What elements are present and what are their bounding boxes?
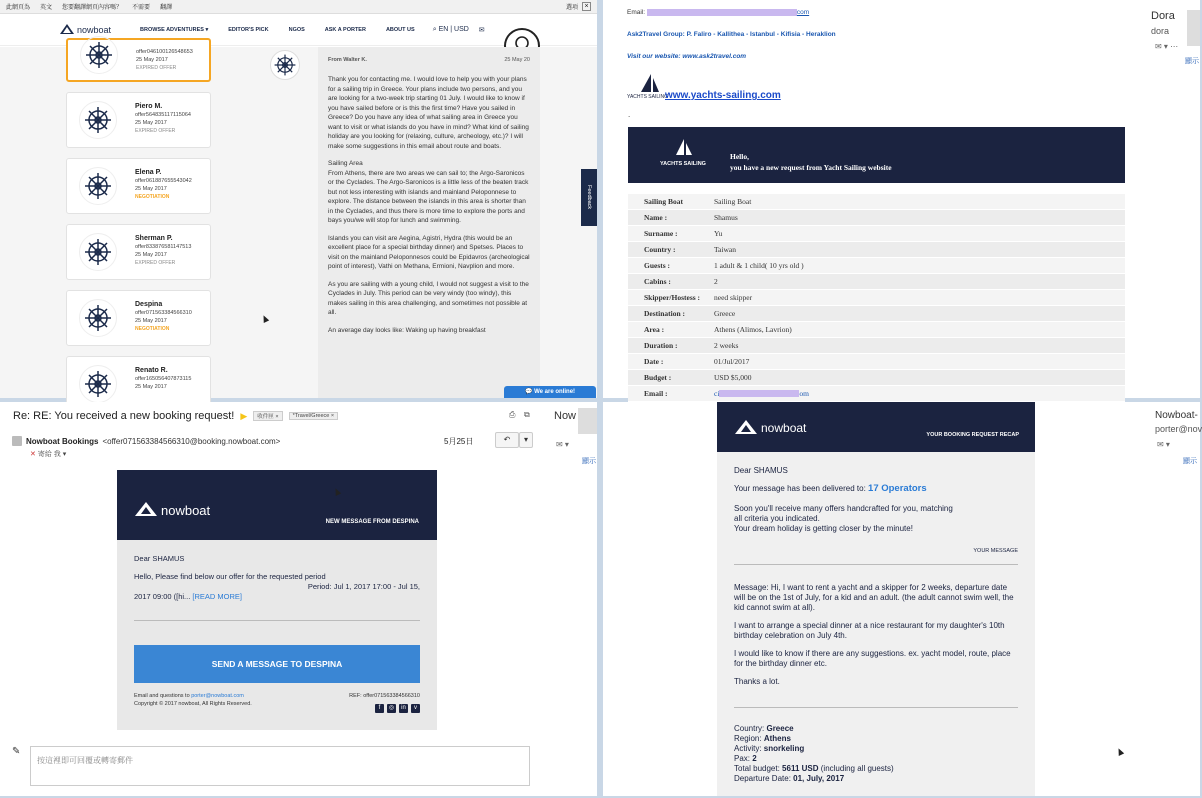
label-inbox-text: 收件匣 — [257, 414, 274, 420]
dot: . — [628, 110, 631, 119]
row-key: Sailing Boat — [644, 197, 683, 206]
translate-options-button[interactable]: 選項 — [565, 5, 578, 11]
table-row — [628, 242, 1125, 258]
offer-name: Despina — [135, 301, 163, 308]
chevron-down-icon: ▾ — [523, 435, 528, 444]
detail-value: Athens — [763, 734, 791, 743]
table-row — [628, 322, 1125, 338]
offer-name: Elena P. — [135, 169, 162, 176]
offer-date: 25 May 2017 — [135, 186, 167, 192]
translate-button[interactable]: 翻譯 — [160, 5, 173, 11]
operators-count: 17 Operators — [868, 483, 927, 494]
nowboat-logo-text: nowboat — [761, 421, 807, 435]
footer-text: Email and questions to — [134, 693, 190, 699]
recap-detail-row — [734, 754, 1018, 764]
detail-key: Country: — [734, 724, 765, 733]
nowboat-logo — [135, 502, 210, 518]
nav-browse-adventures[interactable]: BROWSE ADVENTURES ▾ — [140, 26, 209, 33]
offer-id: offer061887655543042 — [135, 178, 192, 184]
sender-avatar — [12, 436, 22, 446]
detail-key: Activity: — [734, 744, 762, 753]
feedback-tab[interactable] — [581, 169, 597, 226]
group-line: Ask2Travel Group: P. Faliro - Kallithea - Istanbul - Kifisia - Heraklion — [627, 31, 836, 38]
translate-bar — [0, 0, 597, 14]
label-inbox[interactable]: 收件匣 × — [253, 411, 282, 421]
redacted-email — [719, 390, 799, 397]
offer-name: Piero M. — [135, 103, 163, 110]
search-icon[interactable]: ⌕ — [432, 25, 437, 33]
reply-box[interactable]: 按這裡即可回覆或轉寄郵件 — [30, 746, 530, 786]
recap-title: YOUR BOOKING REQUEST RECAP — [926, 432, 1019, 438]
footer-copyright: Copyright © 2017 nowboat, All Rights Reserved. — [134, 701, 252, 707]
helm-wheel-icon — [79, 101, 117, 139]
message-panel — [318, 47, 540, 398]
gmail-nowboat-message-window — [0, 402, 597, 796]
message-paragraph: Islands you can visit are Aegina, Agistri, Hydra (this would be an excellent place for a special birthday dinner) and Spetses. Places to visit on the mainland Peloponnesos could be Epidavros (archeological point of interest), Vathi on Methana, Ermioni, Navplion and more. — [328, 234, 530, 270]
contact-email: porter@nov — [1155, 424, 1202, 434]
footer-ref: REF: offer071563384566310 — [349, 693, 420, 699]
detail-key: Total budget: — [734, 764, 780, 773]
row-key: Email : — [644, 389, 668, 398]
offer-card[interactable] — [66, 290, 211, 346]
message-paragraph: As you are sailing with a young child, I would not suggest a visit to the Cyclades in July. This period can be very windy (too windy), this makes sailing in this area challenging, and sometimes not possible at all. — [328, 280, 529, 316]
more-icon[interactable]: ⋯ — [1170, 42, 1179, 51]
table-row — [628, 226, 1125, 242]
not-important-icon: ✕ — [30, 451, 36, 458]
table-row — [628, 274, 1125, 290]
show-link[interactable]: 顯示 — [1183, 458, 1197, 465]
read-more-link[interactable]: [READ MORE] — [192, 592, 242, 601]
request-banner — [628, 127, 1125, 183]
mouse-cursor-icon — [1116, 747, 1124, 756]
nav-ask-a-porter[interactable]: ASK A PORTER — [324, 26, 366, 33]
site-logo[interactable] — [60, 24, 140, 36]
divider — [734, 707, 1018, 708]
send-message-button[interactable]: SEND A MESSAGE TO DESPINA — [134, 645, 420, 683]
message-paragraph: An average day looks like: Waking up having breakfast — [328, 326, 486, 334]
email-header-title: NEW MESSAGE FROM DESPINA — [325, 519, 419, 525]
offer-status: EXPIRED OFFER — [136, 65, 177, 71]
detail-key: Departure Date: — [734, 774, 791, 783]
contact-photo — [1187, 10, 1200, 46]
nowboat-logo-text: nowboat — [161, 502, 211, 518]
popout-icon[interactable]: ⧉ — [524, 410, 530, 419]
table-row — [628, 354, 1125, 370]
contact-actions[interactable]: ✉ ▾ — [556, 440, 569, 449]
message-paragraph: Sailing Area From Athens, there are two areas we can sail to; the Argo-Saronicos or the Cyclades. The Argo-Saronicos is a little less of the beaten track but not less interesting with islands and mainland Peloponnese to explore. The distance between the islands in this area is shorter than in the Cyclades, and thus there is more time to explore the ports and bays you/we will stop for lunch and swimming. — [328, 160, 529, 224]
email-label: Email: — [627, 9, 646, 17]
reply-icon: ↶ — [503, 435, 511, 444]
chat-icon: 💬 — [524, 389, 533, 395]
table-row — [628, 306, 1125, 322]
offer-status: NEGOTIATION — [135, 326, 170, 332]
email-line — [627, 9, 809, 16]
linkedin-icon[interactable]: in — [399, 704, 408, 713]
offer-status: EXPIRED OFFER — [135, 128, 176, 134]
offer-line-2: Period: Jul 1, 2017 17:00 - Jul 15, — [307, 582, 420, 591]
offer-name: Renato R. — [135, 367, 168, 374]
row-value: Greece — [714, 309, 736, 318]
offer-date: 25 May 2017 — [135, 318, 167, 324]
sender-avatar-wheel-icon — [270, 50, 300, 80]
recap-detail-row — [734, 744, 1018, 754]
table-row — [628, 386, 1125, 402]
row-value: 2 weeks — [714, 341, 739, 350]
banner-subtitle: you have a new request from Yacht Sailing website — [730, 163, 892, 172]
table-row — [628, 210, 1125, 226]
offer-line-1: Hello, Please find below our offer for the requested period — [134, 572, 326, 581]
helm-wheel-icon — [79, 167, 117, 205]
recap-soon-text: Soon you'll receive many offers handcrafted for you, matching all criteria you indicated. Your dream holiday is getting closer by the minute! — [734, 504, 953, 533]
row-key: Area : — [644, 325, 665, 334]
label-travel-greece[interactable]: *Travel/Greece × — [289, 412, 339, 420]
row-key: Guests : — [644, 261, 671, 270]
translate-no-button[interactable]: 不需要 — [132, 5, 151, 11]
instagram-icon[interactable]: ◎ — [388, 705, 395, 711]
nowboat-logo — [735, 420, 806, 436]
lang-label: EN — [438, 25, 449, 33]
recap-details — [734, 724, 1018, 784]
offer-card[interactable] — [66, 38, 211, 82]
message-body — [318, 63, 540, 335]
row-key: Skipper/Hostess : — [644, 293, 701, 302]
reply-button[interactable] — [495, 432, 519, 448]
banner-hello: Hello, — [730, 152, 749, 161]
helm-wheel-icon — [79, 365, 117, 403]
yachts-sailing-logo-icon — [627, 72, 669, 100]
detail-key: Pax: — [734, 754, 751, 763]
table-row — [628, 370, 1125, 386]
email-subject: Re: RE: You received a new booking request! — [13, 410, 235, 422]
offer-id: offer046100126548653 — [136, 49, 193, 55]
email-greeting: Dear SHAMUS — [134, 554, 185, 563]
important-marker-icon[interactable]: ▶ — [240, 410, 248, 421]
recap-detail-row — [734, 734, 1018, 744]
contact-name: Nowboat- — [1155, 410, 1198, 421]
row-key: Name : — [644, 213, 668, 222]
nowboat-logo-icon — [135, 502, 157, 518]
email-row-end[interactable]: om — [799, 389, 810, 398]
translate-lang[interactable]: 英文 — [40, 5, 53, 11]
row-value: Shamus — [714, 213, 738, 222]
message-date: 25 May 20 — [504, 57, 530, 63]
currency-label: USD — [454, 25, 469, 33]
table-row — [628, 258, 1125, 274]
row-key: Destination : — [644, 309, 686, 318]
table-row — [628, 290, 1125, 306]
email-from — [12, 436, 280, 446]
email-to-text: 寄給 我 — [37, 451, 61, 458]
translate-question: 您要翻譯網頁內容嗎？ — [62, 5, 123, 11]
detail-value: 5611 USD — [782, 764, 819, 773]
row-value: 01/Jul/2017 — [714, 357, 750, 366]
contact-sidebar — [1151, 0, 1200, 398]
row-key: Budget : — [644, 373, 672, 382]
offer-date: 25 May 2017 — [135, 252, 167, 258]
contact-name: Now — [554, 410, 577, 422]
divider — [134, 620, 420, 621]
print-icon[interactable]: ⎙ — [509, 410, 516, 419]
label-travel-text: *Travel/Greece — [292, 413, 330, 419]
recap-detail-row — [734, 774, 1018, 784]
nowboat-logo-icon — [60, 24, 74, 36]
footer-email-link[interactable]: porter@nowboat.com — [191, 693, 244, 699]
nowboat-logo-icon — [735, 420, 757, 436]
row-key: Country : — [644, 245, 676, 254]
offer-line-3: 2017 09:00 ([hi... — [134, 592, 191, 601]
row-key: Cabins : — [644, 277, 671, 286]
detail-value: 2 — [752, 754, 757, 763]
table-row — [628, 194, 1125, 210]
nav-ngos[interactable]: NGOS — [288, 26, 305, 33]
nav-editors-pick[interactable]: EDITOR'S PICK — [228, 26, 269, 33]
nav-about-us[interactable]: ABOUT US — [385, 26, 415, 33]
yachts-sailing-logo-small: YACHTS SAILING — [627, 94, 669, 100]
redacted-email — [647, 9, 797, 16]
offer-card[interactable] — [66, 92, 211, 148]
reply-avatar-icon: ✎ — [12, 746, 21, 757]
contact-actions[interactable]: ✉ ▾ ⋯ — [1155, 42, 1179, 51]
helm-wheel-icon — [79, 233, 117, 271]
helm-wheel-icon — [80, 36, 118, 74]
offer-id: offer564835117115064 — [135, 112, 191, 118]
helm-wheel-icon — [79, 299, 117, 337]
social-links — [375, 704, 420, 713]
email-footer — [134, 692, 420, 711]
offer-date: 25 May 2017 — [135, 384, 167, 390]
website-line[interactable]: Visit our website: www.ask2travel.com — [627, 53, 747, 60]
yachts-sailing-banner-logo-icon — [668, 139, 698, 159]
mail-icon[interactable]: ✉ — [478, 26, 485, 34]
recap-message-1: Message: Hi, I want to rent a yacht and a skipper for 2 weeks, departure date will be on the 1st of July, for a kid and an adult. (the adult cannot swim well, the kid cannot swim at all). — [734, 583, 1014, 612]
message-from: From Walter K. — [328, 57, 367, 63]
row-key: Surname : — [644, 229, 678, 238]
email-end[interactable]: com — [796, 9, 810, 17]
request-table — [628, 194, 1125, 402]
vimeo-icon[interactable]: v — [411, 704, 420, 713]
sender-email: <offer071563384566310@booking.nowboat.com> — [102, 436, 281, 446]
divider — [734, 564, 1018, 565]
contact-name: Dora — [1151, 10, 1175, 22]
table-row — [628, 338, 1125, 354]
email-to[interactable]: ✕ 寄給 我 ▾ — [30, 451, 67, 458]
contact-sidebar — [548, 402, 597, 796]
row-value: ci — [714, 389, 720, 398]
nowboat-offers-window — [0, 0, 597, 398]
sender-name[interactable]: Nowboat Bookings — [26, 436, 99, 446]
facebook-icon[interactable]: f — [375, 704, 384, 713]
row-value: need skipper — [714, 293, 753, 302]
booking-recap-email-window — [603, 402, 1200, 796]
offer-date: 25 May 2017 — [135, 120, 167, 126]
more-actions-button[interactable] — [519, 432, 533, 448]
yachts-sailing-link[interactable]: www.yachts-sailing.com — [665, 90, 781, 101]
detail-value: 01, July, 2017 — [793, 774, 845, 783]
contact-actions[interactable]: ✉ ▾ — [1157, 440, 1170, 449]
detail-value: snorkeling — [763, 744, 805, 753]
row-value: Yu — [714, 229, 723, 238]
offer-status: EXPIRED OFFER — [135, 260, 176, 266]
offer-name: Sherman P. — [135, 235, 173, 242]
recap-message-4: Thanks a lot. — [734, 677, 780, 686]
recap-message-2: I want to arrange a special dinner at a nice restaurant for my daughter's 10th birthday celebration on July 4th. — [734, 621, 1005, 640]
detail-key: Region: — [734, 734, 762, 743]
row-value: USD $5,000 — [714, 373, 752, 382]
close-icon[interactable]: × — [582, 2, 591, 11]
row-value: Athens (Alimos, Lavrion) — [714, 325, 792, 334]
offer-status: NEGOTIATION — [135, 194, 170, 200]
email-date: 5月25日 — [444, 437, 474, 446]
row-value: Sailing Boat — [714, 197, 752, 206]
your-message-label: YOUR MESSAGE — [973, 548, 1018, 554]
offer-card[interactable] — [66, 356, 211, 406]
show-link[interactable]: 顯示 — [582, 458, 596, 465]
recap-message-3: I would like to know if there are any suggestions. ex. yacht model, route, place for the birthday dinner etc. — [734, 649, 1011, 668]
recap-greeting: Dear SHAMUS — [734, 466, 788, 475]
row-key: Date : — [644, 357, 664, 366]
offer-card[interactable] — [66, 224, 211, 280]
offer-id: offer165056407873115 — [135, 376, 192, 382]
lang-switch[interactable]: ⌕ EN | USD — [432, 25, 469, 33]
recap-header — [717, 402, 1035, 452]
delivered-text: Your message has been delivered to: — [734, 484, 866, 493]
banner-logo-text: YACHTS SAILING — [660, 161, 706, 167]
header-right — [433, 26, 485, 34]
recap-detail-row — [734, 724, 1018, 734]
show-link[interactable]: 顯示 — [1185, 58, 1199, 65]
offer-card[interactable] — [66, 158, 211, 214]
translate-lang-label: 此網頁為 — [6, 5, 31, 11]
offer-id: offer071563384566310 — [135, 310, 192, 316]
contact-photo — [578, 408, 597, 434]
mail-icon[interactable]: ✉ — [1155, 42, 1162, 51]
row-value: 2 — [714, 277, 718, 286]
main-nav — [140, 27, 415, 33]
mail-icon[interactable]: ✉ — [556, 440, 563, 449]
site-logo-text: nowboat — [77, 24, 112, 35]
chat-online-label: We are online! — [534, 389, 576, 395]
yachts-sailing-email-window — [603, 0, 1200, 398]
message-paragraph: Thank you for contacting me. I would love to help you with your plans for a sailing trip in Greece. Your plans include two persons, and you are looking for a two-week trip starting 01 July. I would like to know if you have sailed before or is this the first time? Have you sailed in Greece? Do you have any idea of what sailing area in Greece you want to visit or what islands do you have in mind? What kind of sailing holiday are you looking for (relaxing, culture, archeology, etc.)? I will make some suggestions in this email about route and boats. — [328, 76, 529, 150]
recap-detail-row — [734, 764, 1018, 774]
detail-extra: (including all guests) — [820, 764, 894, 773]
contact-sidebar — [1151, 402, 1200, 796]
row-key: Duration : — [644, 341, 678, 350]
recap-email-body — [717, 402, 1035, 796]
mail-icon[interactable]: ✉ — [1157, 440, 1164, 449]
feedback-label: Feedback — [586, 185, 592, 210]
row-value: 1 adult & 1 child( 10 yrs old ) — [714, 261, 804, 270]
offer-date: 25 May 2017 — [136, 57, 168, 63]
email-subject-row — [13, 410, 338, 422]
contact-email: dora — [1151, 26, 1170, 36]
chat-online-button[interactable] — [504, 386, 596, 398]
email-header — [117, 470, 437, 540]
offer-id: offer833876581147513 — [135, 244, 192, 250]
detail-value: Greece — [766, 724, 794, 733]
row-value: Taiwan — [714, 245, 736, 254]
nowboat-email-body — [117, 470, 437, 730]
